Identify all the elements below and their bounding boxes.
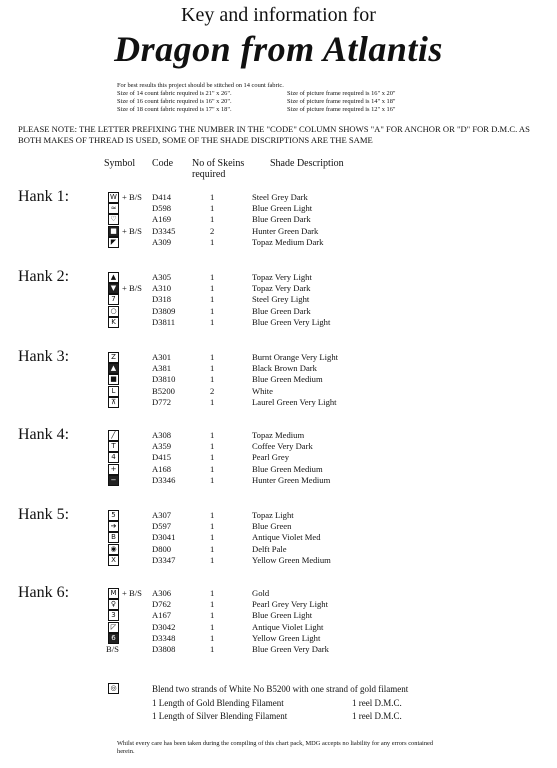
thread-code: A168 <box>152 463 172 474</box>
stitch-symbol: ◤ <box>108 237 119 248</box>
fabric-size: Size of 14 count fabric required is 21" x 26". <box>117 90 232 97</box>
thread-code: D3347 <box>152 554 176 565</box>
shade-description: Yellow Green Light <box>252 632 321 643</box>
blend-symbol: ◎ <box>108 683 119 694</box>
thread-code: B5200 <box>152 385 175 396</box>
skein-count: 1 <box>210 441 215 452</box>
thread-row <box>0 226 557 237</box>
thread-row <box>0 397 557 408</box>
shade-description: White <box>252 385 273 396</box>
silver-filament: 1 Length of Silver Blending Filament <box>152 711 288 721</box>
stitch-symbol: T <box>108 441 119 452</box>
shade-description: Blue Green Dark <box>252 214 311 225</box>
stitch-symbol: ◸ <box>108 622 119 633</box>
stitch-symbol: W <box>108 192 119 203</box>
hank-label: Hank 6: <box>18 584 70 601</box>
header-symbol: Symbol <box>104 158 136 169</box>
thread-code: A305 <box>152 272 172 282</box>
skein-count: 1 <box>210 599 215 610</box>
stitch-symbol: ▼ <box>108 283 119 294</box>
skein-count: 1 <box>210 621 215 632</box>
thread-code: D3810 <box>152 374 176 385</box>
shade-description: Blue Green Medium <box>252 374 323 385</box>
thread-row <box>0 610 557 621</box>
skein-count: 1 <box>210 521 215 532</box>
thread-code: D597 <box>152 521 172 532</box>
stitch-symbol: 5 <box>108 510 119 521</box>
skein-count: 1 <box>210 305 215 316</box>
backstitch-mark: + B/S <box>122 283 142 294</box>
thread-row <box>0 622 557 633</box>
shade-description: Hunter Green Dark <box>252 225 319 236</box>
skein-count: 1 <box>210 352 215 362</box>
skein-count: 1 <box>210 192 215 202</box>
thread-row <box>0 317 557 328</box>
thread-row <box>0 633 557 644</box>
shade-description: Antique Violet Light <box>252 621 324 632</box>
thread-row <box>0 599 557 610</box>
shade-description: Topaz Light <box>252 510 294 520</box>
thread-row <box>0 363 557 374</box>
skein-count: 1 <box>210 396 215 407</box>
shade-description: Steel Grey Dark <box>252 192 308 202</box>
thread-code: A167 <box>152 610 172 621</box>
skein-count: 1 <box>210 510 215 520</box>
fabric-row <box>117 106 396 114</box>
skein-count: 1 <box>210 214 215 225</box>
shade-description: Topaz Very Dark <box>252 283 311 294</box>
stitch-symbol: 7 <box>108 294 119 305</box>
skein-count: 1 <box>210 316 215 327</box>
shade-description: Topaz Medium Dark <box>252 236 324 247</box>
shade-description: Delft Pale <box>252 543 287 554</box>
thread-code: D3041 <box>152 532 176 543</box>
stitch-symbol: 4 <box>108 452 119 463</box>
skein-count: 1 <box>210 430 215 440</box>
shade-description: Blue Green Light <box>252 610 313 621</box>
blend-instruction: Blend two strands of White No B5200 with one strand of gold filament <box>152 684 409 694</box>
shade-description: Blue Green <box>252 521 292 532</box>
skein-count: 1 <box>210 363 215 374</box>
thread-row <box>0 452 557 463</box>
skein-count: 1 <box>210 610 215 621</box>
skein-count: 2 <box>210 385 215 396</box>
thread-code: D318 <box>152 294 172 305</box>
thread-row <box>0 214 557 225</box>
disclaimer: Whilst every care has been taken during the compiling of this chart pack, MDG accepts no liability for any errors contained herein. <box>117 740 434 755</box>
skein-count: 1 <box>210 644 215 654</box>
skein-count: 1 <box>210 543 215 554</box>
stitch-symbol: L <box>108 386 119 397</box>
stitch-symbol: ■ <box>108 226 119 237</box>
thread-code: D762 <box>152 599 172 610</box>
stitch-symbol: ◉ <box>108 544 119 555</box>
frame-size: Size of picture frame required is 14" x 18" <box>287 98 396 105</box>
thread-row <box>0 352 557 363</box>
thread-note: PLEASE NOTE: THE LETTER PREFIXING THE NUMBER IN THE "CODE" COLUMN SHOWS "A" FOR ANCHOR OR "D" FOR D.M.C. AS BOTH MAKES OF THREAD IS USED, SOME OF THE SHADE DISCRIPTIONS ARE THE SAME <box>18 124 530 145</box>
fabric-row <box>117 90 396 98</box>
stitch-symbol: K <box>108 317 119 328</box>
thread-row <box>0 532 557 543</box>
thread-row <box>0 306 557 317</box>
shade-description: Steel Grey Light <box>252 294 310 305</box>
gold-filament-qty: 1 reel D.M.C. <box>352 698 402 708</box>
shade-description: Black Brown Dark <box>252 363 317 374</box>
thread-row <box>0 283 557 294</box>
fabric-size: Size of 16 count fabric required is 16" x 20". <box>117 98 232 105</box>
skein-count: 1 <box>210 588 215 598</box>
shade-description: Gold <box>252 588 270 598</box>
silver-filament-qty: 1 reel D.M.C. <box>352 711 402 721</box>
stitch-symbol: ○ <box>108 306 119 317</box>
hank-label: Hank 4: <box>18 426 70 443</box>
thread-code: D3346 <box>152 474 176 485</box>
gold-filament: 1 Length of Gold Blending Filament <box>152 698 284 708</box>
stitch-symbol: Z <box>108 352 119 363</box>
skein-count: 1 <box>210 203 215 214</box>
thread-row <box>0 237 557 248</box>
skein-count: 1 <box>210 283 215 294</box>
stitch-symbol: ≈ <box>108 203 119 214</box>
thread-code: D3809 <box>152 305 176 316</box>
stitch-symbol: ╱ <box>108 430 119 441</box>
thread-row <box>0 475 557 486</box>
thread-row <box>0 588 557 599</box>
skein-count: 1 <box>210 632 215 643</box>
stitch-symbol: 3 <box>108 610 119 621</box>
fabric-info <box>117 82 396 114</box>
thread-code: D415 <box>152 452 172 463</box>
header-code: Code <box>152 158 174 169</box>
shade-description: Yellow Green Medium <box>252 554 331 565</box>
backstitch-mark: + B/S <box>122 225 142 236</box>
thread-code: D772 <box>152 396 172 407</box>
thread-code: A169 <box>152 214 172 225</box>
thread-row <box>0 464 557 475</box>
stitch-symbol: 6 <box>108 633 119 644</box>
thread-row <box>0 544 557 555</box>
thread-row <box>0 374 557 385</box>
thread-code: A307 <box>152 510 172 520</box>
thread-code: D800 <box>152 543 172 554</box>
backstitch-label: B/S <box>106 644 119 654</box>
shade-description: Antique Violet Med <box>252 532 321 543</box>
skein-count: 1 <box>210 236 215 247</box>
title-line-1: Key and information for <box>181 4 376 26</box>
stitch-symbol: ♡ <box>108 214 119 225</box>
shade-description: Topaz Very Light <box>252 272 312 282</box>
stitch-symbol: ➔ <box>108 521 119 532</box>
thread-row <box>0 294 557 305</box>
skein-count: 1 <box>210 374 215 385</box>
thread-row <box>0 272 557 283</box>
thread-row <box>0 510 557 521</box>
shade-description: Pearl Grey <box>252 452 289 463</box>
skein-count: 1 <box>210 272 215 282</box>
backstitch-mark: + B/S <box>122 192 142 202</box>
shade-description: Blue Green Medium <box>252 463 323 474</box>
thread-code: D3811 <box>152 316 176 327</box>
shade-description: Blue Green Very Light <box>252 316 331 327</box>
skein-count: 1 <box>210 294 215 305</box>
thread-row <box>0 521 557 532</box>
thread-code: A381 <box>152 363 172 374</box>
header-description: Shade Description <box>270 158 344 169</box>
thread-row <box>0 441 557 452</box>
shade-description: Pearl Grey Very Light <box>252 599 328 610</box>
shade-description: Topaz Medium <box>252 430 305 440</box>
stitch-symbol: ▲ <box>108 363 119 374</box>
thread-code: A306 <box>152 588 172 598</box>
shade-description: Blue Green Dark <box>252 305 311 316</box>
thread-code: D598 <box>152 203 172 214</box>
thread-code: D3345 <box>152 225 176 236</box>
shade-description: Blue Green Light <box>252 203 313 214</box>
stitch-symbol: ♀ <box>108 599 119 610</box>
thread-code: A309 <box>152 236 172 247</box>
fabric-size: Size of 18 count fabric required is 17" x 18". <box>117 106 232 113</box>
thread-row <box>0 192 557 203</box>
skein-count: 1 <box>210 474 215 485</box>
thread-row <box>0 386 557 397</box>
thread-code: A301 <box>152 352 172 362</box>
thread-row <box>0 430 557 441</box>
thread-code: D3808 <box>152 644 176 654</box>
stitch-symbol: − <box>108 475 119 486</box>
frame-size: Size of picture frame required is 12" x 16" <box>287 106 396 113</box>
backstitch-mark: + B/S <box>122 588 142 598</box>
thread-row <box>0 555 557 566</box>
stitch-symbol: ■ <box>108 374 119 385</box>
thread-code: D3348 <box>152 632 176 643</box>
shade-description: Hunter Green Medium <box>252 474 331 485</box>
thread-row <box>0 644 557 655</box>
hank-label: Hank 2: <box>18 268 70 285</box>
shade-description: Burnt Orange Very Light <box>252 352 338 362</box>
stitch-symbol: X <box>108 555 119 566</box>
thread-code: A308 <box>152 430 172 440</box>
thread-code: D414 <box>152 192 172 202</box>
title-line-2: Dragon from Atlantis <box>114 29 443 69</box>
thread-code: A310 <box>152 283 172 294</box>
skein-count: 1 <box>210 452 215 463</box>
thread-code: D3042 <box>152 621 176 632</box>
stitch-symbol: M <box>108 588 119 599</box>
skein-count: 1 <box>210 532 215 543</box>
hank-label: Hank 5: <box>18 506 70 523</box>
frame-size: Size of picture frame required is 16" x 20" <box>287 90 396 97</box>
skein-count: 2 <box>210 225 215 236</box>
thread-code: A359 <box>152 441 172 452</box>
fabric-row <box>117 98 396 106</box>
hank-label: Hank 1: <box>18 188 70 205</box>
stitch-symbol: B <box>108 532 119 543</box>
skein-count: 1 <box>210 554 215 565</box>
header-skeins: No of Skeins required <box>192 158 245 180</box>
shade-description: Laurel Green Very Light <box>252 396 337 407</box>
fabric-intro: For best results this project should be stitched on 14 count fabric. <box>117 82 284 89</box>
hank-label: Hank 3: <box>18 348 70 365</box>
stitch-symbol: ▲ <box>108 272 119 283</box>
stitch-symbol: + <box>108 464 119 475</box>
shade-description: Coffee Very Dark <box>252 441 313 452</box>
thread-row <box>0 203 557 214</box>
shade-description: Blue Green Very Dark <box>252 644 329 654</box>
skein-count: 1 <box>210 463 215 474</box>
stitch-symbol: ⊼ <box>108 397 119 408</box>
